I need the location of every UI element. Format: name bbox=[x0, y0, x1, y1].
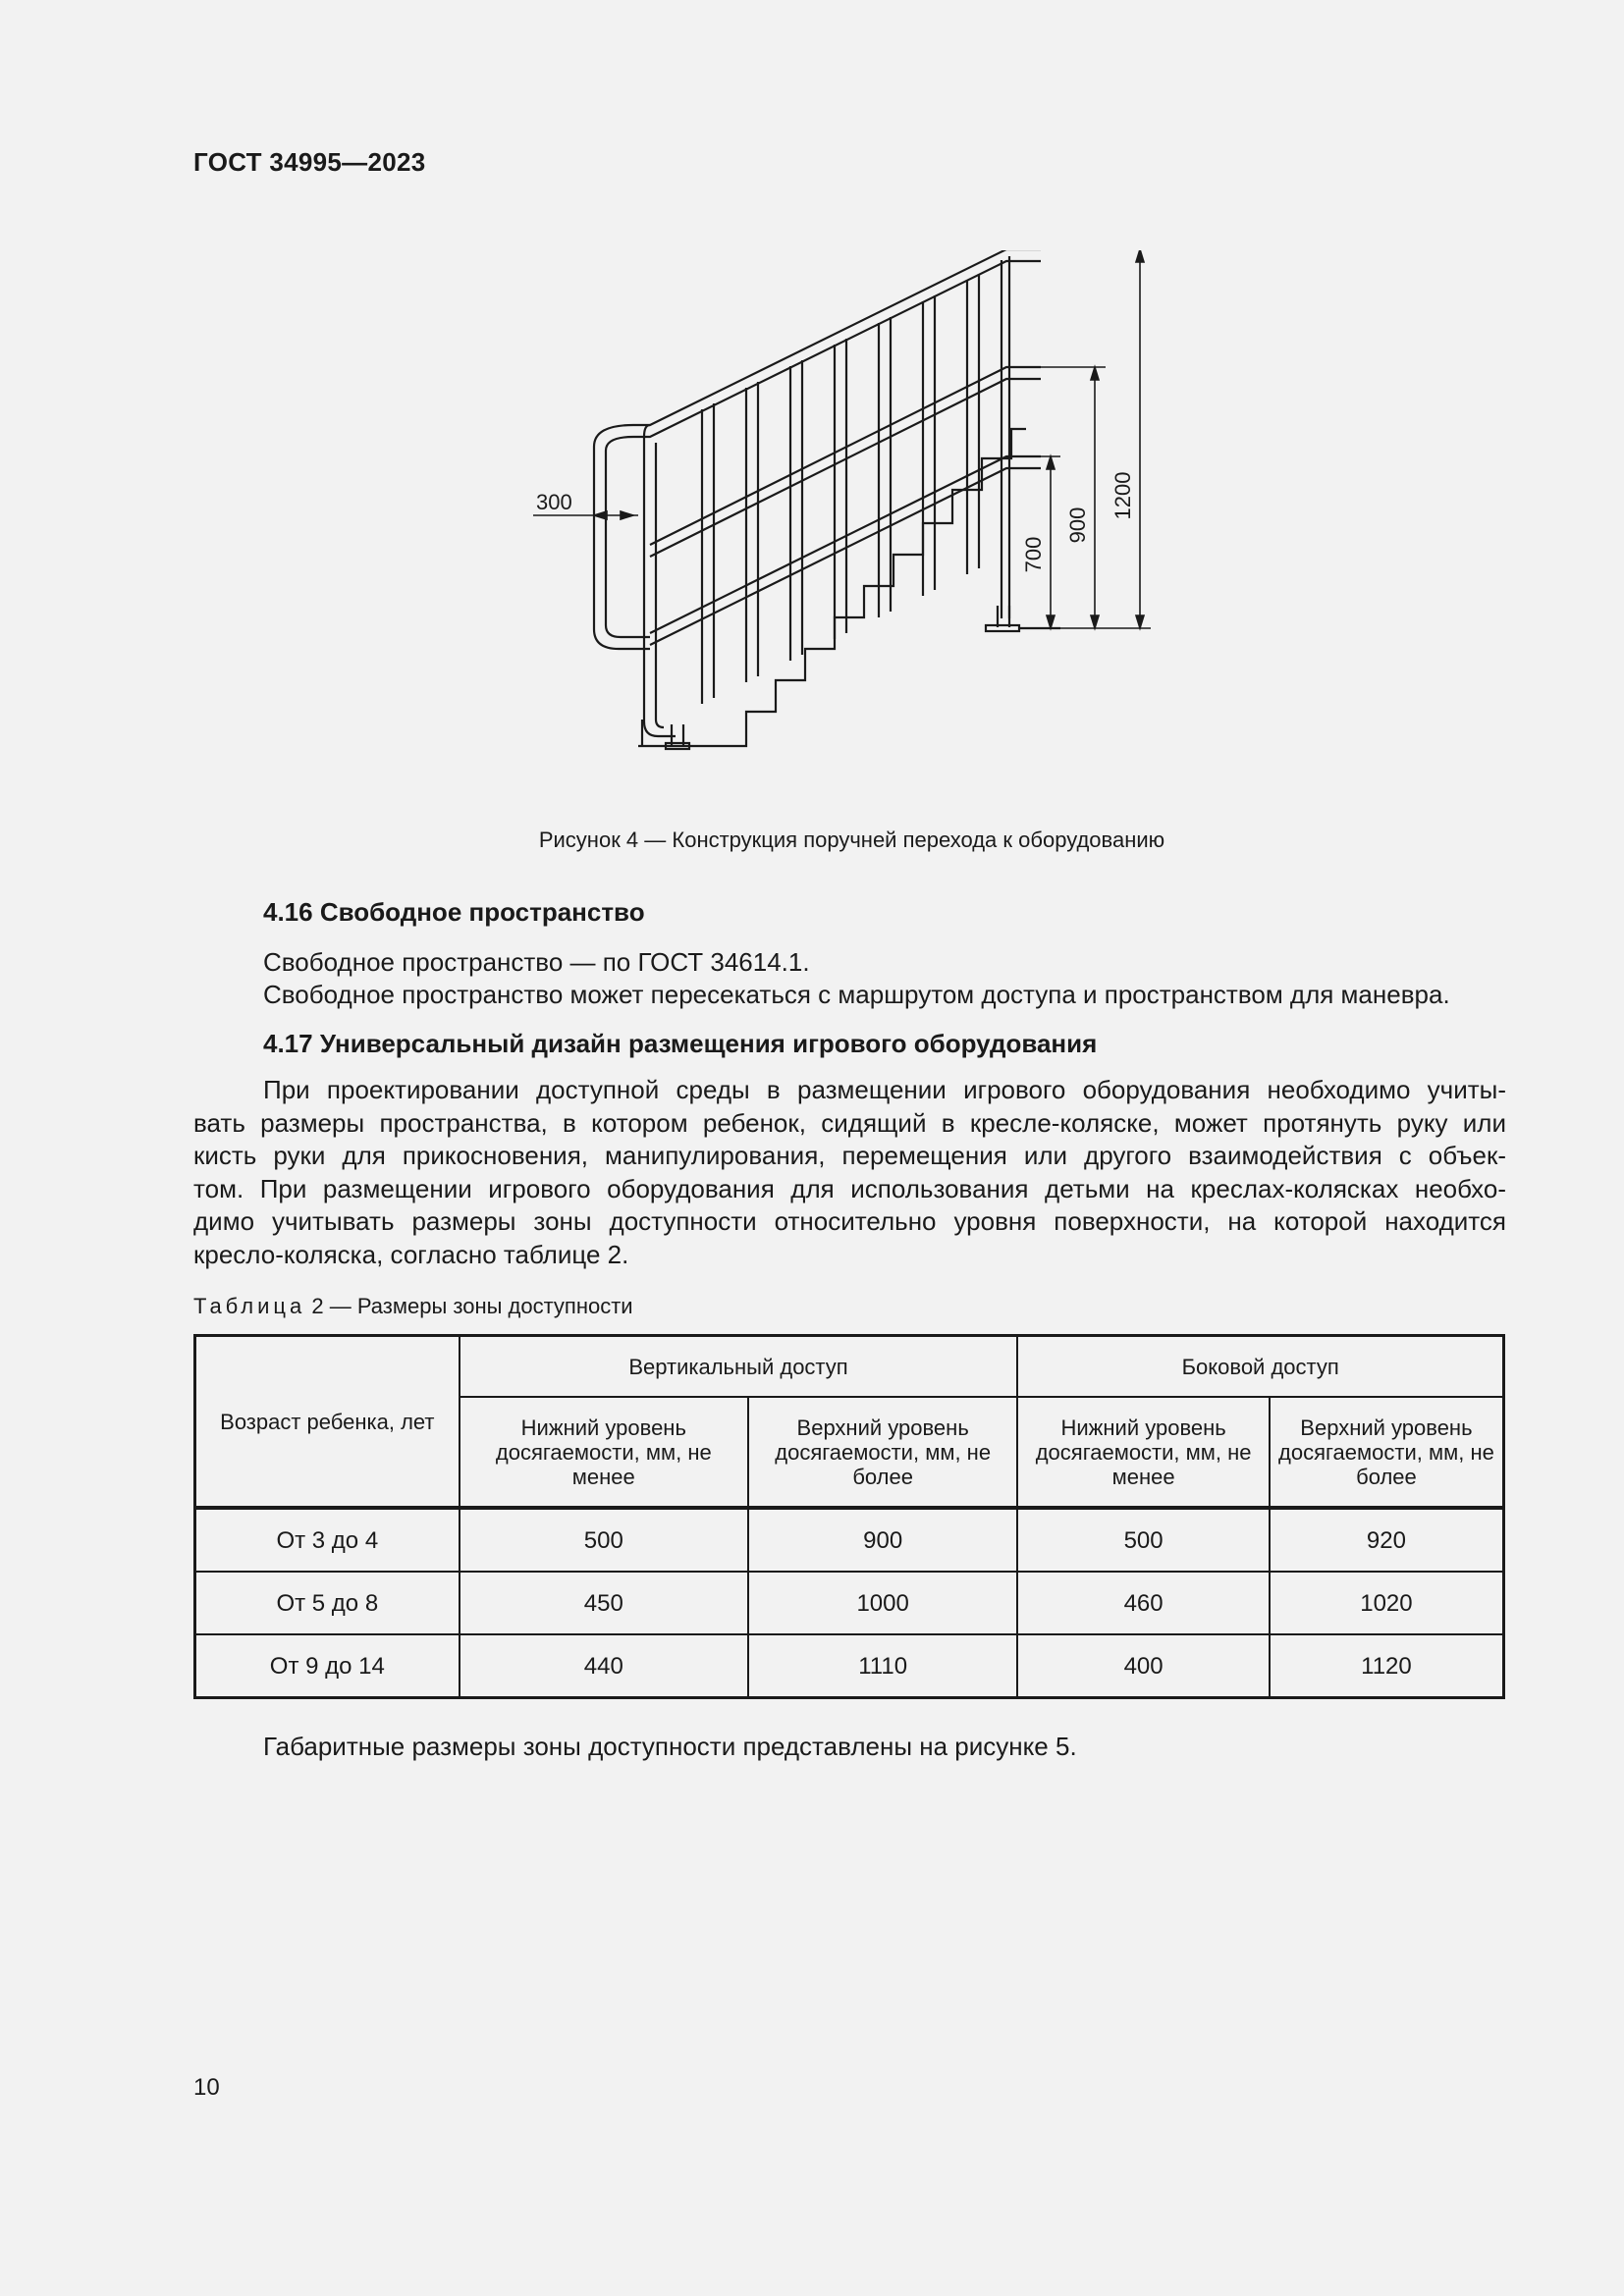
dimension-lines bbox=[533, 250, 1151, 628]
cell-vertical-high: 900 bbox=[748, 1508, 1017, 1572]
cell-vertical-low: 500 bbox=[460, 1508, 748, 1572]
reach-zone-table bbox=[193, 1334, 1505, 1699]
cell-side-low: 400 bbox=[1017, 1634, 1270, 1698]
document-header: ГОСТ 34995—2023 bbox=[193, 147, 426, 177]
cell-vertical-high: 1110 bbox=[748, 1634, 1017, 1698]
paragraph-line: кресло-коляска, согласно таблице 2. bbox=[193, 1239, 629, 1269]
section-417-paragraph bbox=[193, 1074, 1506, 1271]
handrail-end-return bbox=[594, 425, 650, 649]
section-416-heading: 4.16 Свободное пространство bbox=[263, 897, 645, 927]
header-age: Возраст ребенка, лет bbox=[195, 1336, 460, 1509]
header-side-high: Верхний уровень досягаемости, мм, не более bbox=[1270, 1397, 1504, 1508]
page-number: 10 bbox=[193, 2074, 220, 2101]
handrail-front-post bbox=[644, 425, 689, 749]
paragraph-line: вать размеры пространства, в котором ребенок, сидящий в кресле-коляске, может протянуть руку или bbox=[193, 1107, 1506, 1138]
table-caption-word: Таблица bbox=[193, 1294, 306, 1318]
cell-vertical-high: 1000 bbox=[748, 1572, 1017, 1634]
cell-side-high: 1120 bbox=[1270, 1634, 1504, 1698]
header-vertical-access: Вертикальный доступ bbox=[460, 1336, 1018, 1398]
paragraph-line: кисть руки для прикосновения, манипулирования, перемещения или другого взаимодействия с объек- bbox=[193, 1141, 1506, 1170]
cell-vertical-low: 440 bbox=[460, 1634, 748, 1698]
header-vertical-low: Нижний уровень досягаемости, мм, не менее bbox=[460, 1397, 748, 1508]
handrail-figure bbox=[511, 250, 1178, 761]
dimension-700: 700 bbox=[1021, 536, 1046, 573]
table-caption-title: 2 — Размеры зоны доступности bbox=[311, 1294, 633, 1318]
paragraph-line: При проектировании доступной среды в размещении игрового оборудования необходимо учиты- bbox=[263, 1075, 1506, 1104]
cell-age: От 9 до 14 bbox=[195, 1634, 460, 1698]
paragraph-line: том. При размещении игрового оборудования для использования детьми на креслах-колясках необхо- bbox=[193, 1173, 1506, 1203]
table-caption bbox=[193, 1294, 633, 1319]
cell-side-high: 1020 bbox=[1270, 1572, 1504, 1634]
dimension-300: 300 bbox=[536, 490, 572, 514]
cell-side-high: 920 bbox=[1270, 1508, 1504, 1572]
cell-vertical-low: 450 bbox=[460, 1572, 748, 1634]
table-row bbox=[195, 1572, 1504, 1634]
header-side-access: Боковой доступ bbox=[1017, 1336, 1503, 1398]
closing-paragraph: Габаритные размеры зоны доступности представлены на рисунке 5. bbox=[263, 1732, 1077, 1761]
cell-side-low: 500 bbox=[1017, 1508, 1270, 1572]
handrail-rear-post bbox=[986, 256, 1060, 631]
header-side-low: Нижний уровень досягаемости, мм, не менее bbox=[1017, 1397, 1270, 1508]
dimension-900: 900 bbox=[1065, 507, 1090, 544]
cell-side-low: 460 bbox=[1017, 1572, 1270, 1634]
handrail-balusters bbox=[702, 274, 979, 704]
table-row bbox=[195, 1634, 1504, 1698]
dimension-1200: 1200 bbox=[1110, 471, 1135, 520]
figure-caption: Рисунок 4 — Конструкция поручней перехода к оборудованию bbox=[538, 828, 1165, 852]
section-417-heading: 4.17 Универсальный дизайн размещения игрового оборудования bbox=[263, 1029, 1098, 1058]
header-vertical-high: Верхний уровень досягаемости, мм, не более bbox=[748, 1397, 1017, 1508]
cell-age: От 3 до 4 bbox=[195, 1508, 460, 1572]
cell-age: От 5 до 8 bbox=[195, 1572, 460, 1634]
paragraph-line: димо учитывать размеры зоны доступности относительно уровня поверхности, на которой находится bbox=[193, 1206, 1506, 1236]
section-416-line-1: Свободное пространство — по ГОСТ 34614.1. bbox=[263, 947, 810, 977]
table-row bbox=[195, 1508, 1504, 1572]
section-416-line-2: Свободное пространство может пересекаться с маршрутом доступа и пространством для маневра. bbox=[263, 980, 1450, 1009]
